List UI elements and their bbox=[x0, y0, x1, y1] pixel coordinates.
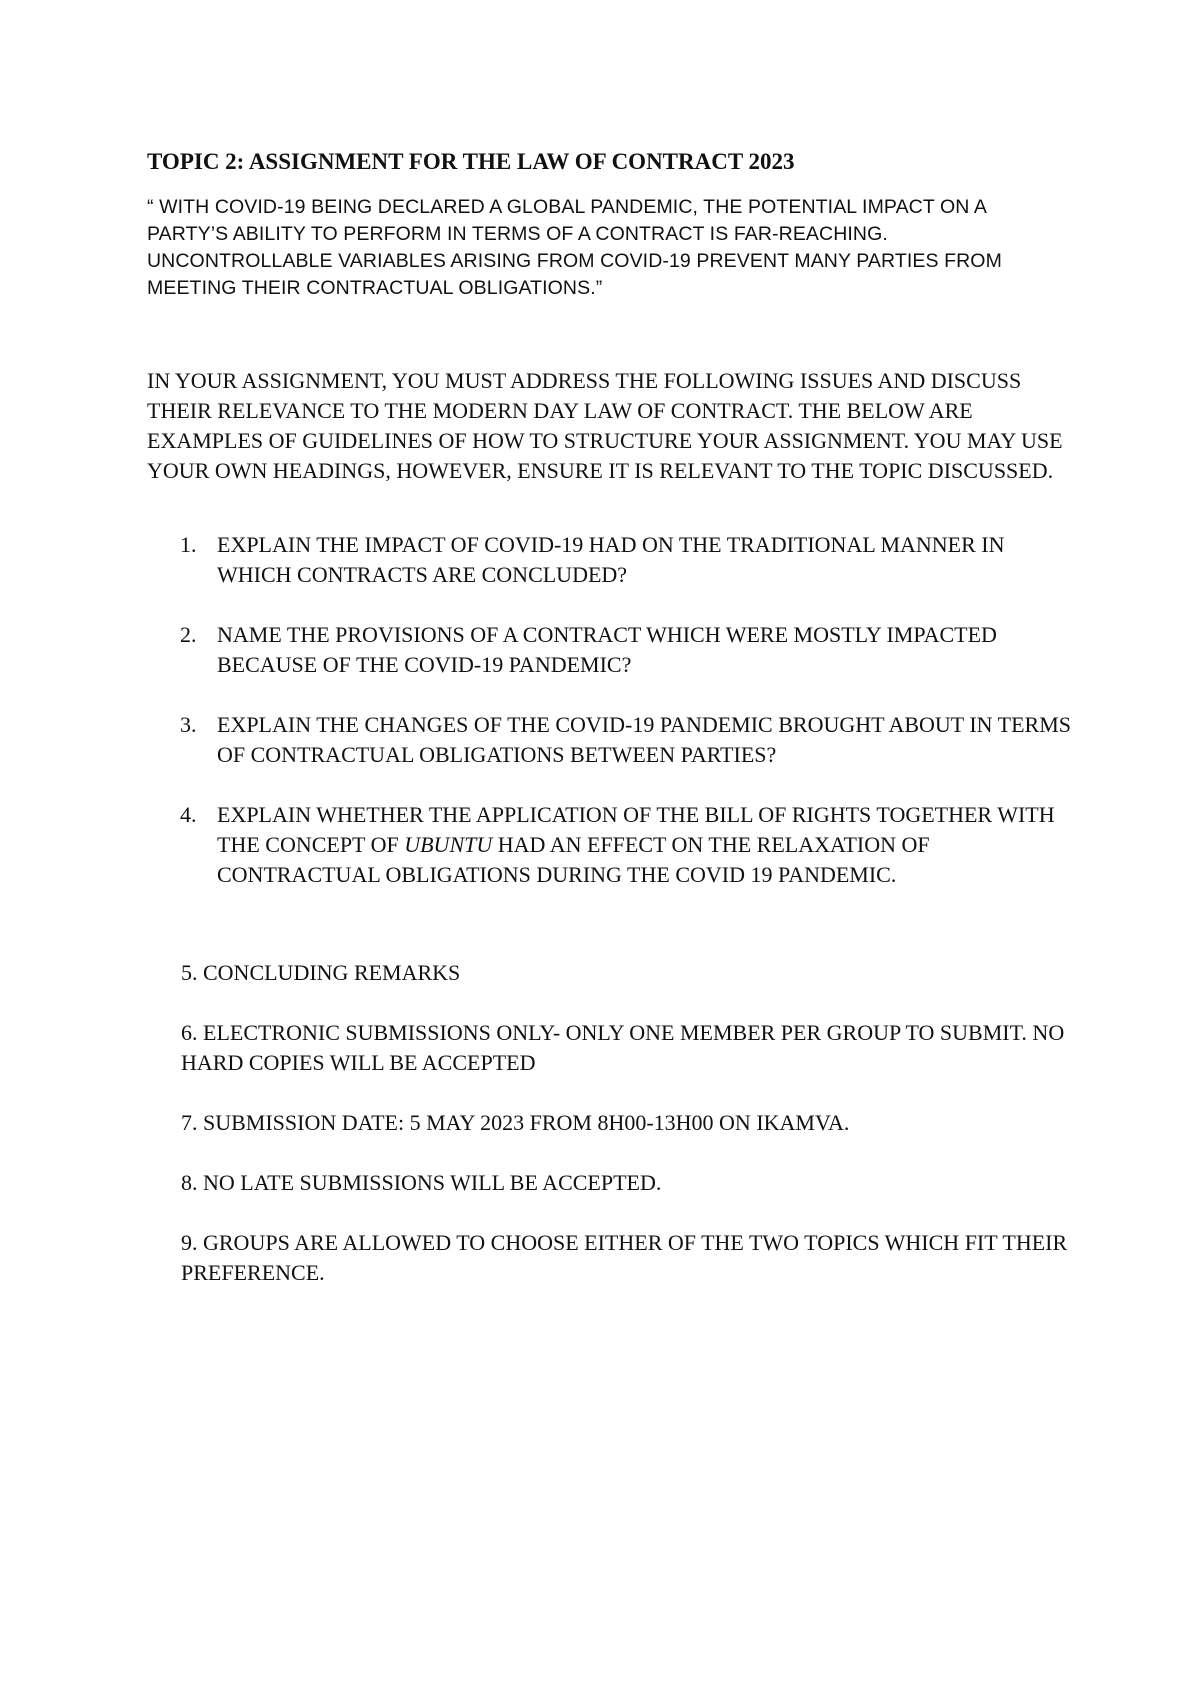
list-item bbox=[176, 620, 1076, 680]
note-groups-topics: 9. GROUPS ARE ALLOWED TO CHOOSE EITHER OF THE TWO TOPICS WHICH FIT THEIR PREFERENCE. bbox=[181, 1230, 1068, 1285]
list-item-text: EXPLAIN THE IMPACT OF COVID-19 HAD ON THE TRADITIONAL MANNER IN WHICH CONTRACTS ARE CONCLUDED? bbox=[217, 532, 1005, 587]
list-item-text-before: EXPLAIN WHETHER THE APPLICATION OF THE BILL OF RIGHTS TOGETHER WITH THE CONCEPT OF bbox=[217, 802, 1055, 857]
list-item bbox=[176, 710, 1076, 770]
list-item-text: NAME THE PROVISIONS OF A CONTRACT WHICH WERE MOSTLY IMPACTED BECAUSE OF THE COVID-19 PANDEMIC? bbox=[217, 622, 997, 677]
list-item-number: 2. bbox=[180, 622, 197, 647]
list-item-number: 3. bbox=[180, 712, 197, 737]
note-no-late-submissions: 8. NO LATE SUBMISSIONS WILL BE ACCEPTED. bbox=[181, 1170, 662, 1195]
list-item-italic-term: UBUNTU bbox=[404, 832, 493, 857]
list-item-text: EXPLAIN THE CHANGES OF THE COVID-19 PANDEMIC BROUGHT ABOUT IN TERMS OF CONTRACTUAL OBLIGATIONS BETWEEN PARTIES? bbox=[217, 712, 1071, 767]
list-item-number: 1. bbox=[180, 532, 197, 557]
page-title: TOPIC 2: ASSIGNMENT FOR THE LAW OF CONTRACT 2023 bbox=[147, 149, 795, 174]
list-item-number: 4. bbox=[180, 802, 197, 827]
quote-paragraph: “ WITH COVID-19 BEING DECLARED A GLOBAL PANDEMIC, THE POTENTIAL IMPACT ON A PARTY’S ABILITY TO PERFORM IN TERMS OF A CONTRACT IS FAR-REACHING. UNCONTROLLABLE VARIABLES ARISING FROM COVID-19 PREVENT MANY PARTIES FROM MEETING THEIR CONTRACTUAL OBLIGATIONS.” bbox=[147, 196, 1002, 299]
note-submission-date: 7. SUBMISSION DATE: 5 MAY 2023 FROM 8H00-13H00 ON IKAMVA. bbox=[181, 1110, 850, 1135]
list-item bbox=[176, 800, 1076, 890]
note-concluding-remarks: 5. CONCLUDING REMARKS bbox=[181, 960, 461, 985]
list-item bbox=[176, 530, 1076, 590]
list-item-text-after: HAD AN EFFECT ON THE RELAXATION OF CONTRACTUAL OBLIGATIONS DURING THE COVID 19 PANDEMIC. bbox=[217, 832, 930, 887]
intro-paragraph: IN YOUR ASSIGNMENT, YOU MUST ADDRESS THE FOLLOWING ISSUES AND DISCUSS THEIR RELEVANCE TO THE MODERN DAY LAW OF CONTRACT. THE BELOW ARE EXAMPLES OF GUIDELINES OF HOW TO STRUCTURE YOUR ASSIGNMENT. YOU MAY USE YOUR OWN HEADINGS, HOWEVER, ENSURE IT IS RELEVANT TO THE TOPIC DISCUSSED. bbox=[147, 368, 1063, 483]
note-electronic-submissions: 6. ELECTRONIC SUBMISSIONS ONLY- ONLY ONE MEMBER PER GROUP TO SUBMIT. NO HARD COPIES WILL BE ACCEPTED bbox=[181, 1020, 1065, 1075]
question-list bbox=[176, 530, 1076, 920]
